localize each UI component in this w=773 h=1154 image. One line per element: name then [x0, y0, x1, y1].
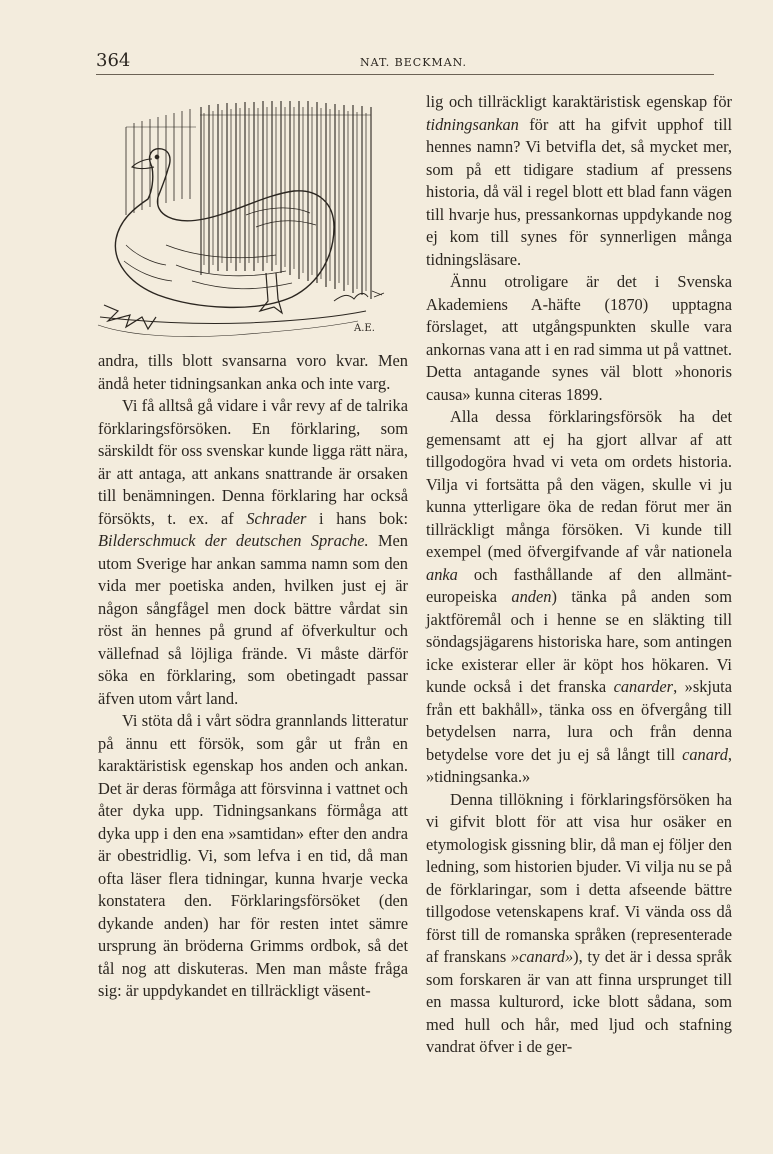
- paragraph: Denna tillökning i förklaringsförsöken ha vi gifvit blott för att visa hur osäker en etymologisk gissning blir, då man ej följer den ledning, som historien bjuder. Vi vilja nu se på de förklaringar, som i detta afseende bättre tillgodose vetenskapens kraf. Vi vända oss då först till de romanska språken (representerade af franskans »canard»), ty det är i dessa språk som forskaren är van att finna ursprunget till en massa kulturord, icke blott sådana, som med hull och hår, med ljud och stafning vandrat öfver i de ger-: [426, 789, 732, 1056]
- fence: [126, 101, 371, 299]
- emphasized-term: canarder: [613, 677, 674, 696]
- paragraph: andra, tills blott svansarna voro kvar. Men ändå heter tidningsankan anka och inte varg.: [98, 351, 408, 393]
- right-column: [426, 91, 732, 1059]
- running-head: [96, 50, 714, 75]
- left-column: [98, 350, 408, 1003]
- emphasized-term: anden: [511, 587, 552, 606]
- duck-illustration: [96, 95, 386, 345]
- emphasized-term: tidningsankan: [426, 114, 519, 134]
- paragraph: Vi få alltså gå vidare i vår revy af de talrika förklaringsförsöken. En förklaring, som särskildt för oss svenskar kunde ligga rätt nära, är att antaga, att ankans snattrande är orsaken till benämningen. Denna förklaring har också försökts, t. ex. af Schrader i hans bok: Bilderschmuck der deutschen Sprache. Men utom Sverige har ankan samma namn som den vida mer poetiska anden, hvilken just ej är någon sångfågel men dock bättre vårdat sin röst än hennes på grund af öfverkultur och vällefnad så löjliga frände. Vi måste därför söka en förklaring, som obetingadt passar äfven utom vårt land.: [98, 396, 408, 708]
- paragraph: Alla dessa förklaringsförsök ha det gemensamt att ej ha gjort allvar af att tillgodogöra hvad vi veta om ordets historia. Vilja vi fortsätta på den vägen, skulle vi ju kunna ytterligare öka de redan förut mer än tillräckligt många försöken. Vi kunde till exempel (med öfvergifvande af vår nationela anka och fasthållande af den allmänt-europeiska anden) tänka på anden som jaktföremål och i henne se en släkting till söndagsjägarens historiska hare, som antingen icke existerar eller är köpt hos hökaren. Vi kunde också i det franska canarder, »skjuta från ett bakhåll», tänka oss en öfvergång till betydelsen narra, lura och från denna betydelse vore det ju ej så långt till canard, »tidningsanka.»: [426, 407, 732, 786]
- page-number: 364: [96, 50, 131, 71]
- paragraph: Vi stöta då i vårt södra grannlands litteratur på ännu ett försök, som går ut från en karaktäristisk egenskap hos anden och ankan. Det är deras förmåga att försvinna i vattnet och åter dyka upp. Tidningsankans förmåga att dyka upp i den ena »samtidan» efter den andra är obestridlig. Vi, som lefva i en tid, då man ofta läser flera tidningar, kunna hvarje vecka konstatera den. Förklaringsförsöket (den dykande anden) har för resten intet sämre ursprung än bröderna Grimms ordbok, så det tål nog att diskuteras. Men man måste fråga sig: är uppdykandet en tillräckligt väsent-: [98, 711, 408, 1000]
- emphasized-term: anka: [426, 564, 458, 584]
- emphasized-term: canard: [682, 744, 728, 764]
- ground: [98, 291, 384, 337]
- running-title: NAT. BECKMAN.: [360, 56, 468, 69]
- artist-signature: A.E.: [354, 323, 375, 334]
- paragraph: Ännu otroligare är det i Svenska Akademiens A-häfte (1870) upptagna förslaget, att utgångspunkten skulle vara ankornas vana att i en rad simma ut på vattnet. Detta antagande synes väl blott »honoris causa» kunna citeras 1899.: [426, 272, 732, 404]
- author-name: Schrader: [246, 508, 307, 528]
- duck: [115, 149, 334, 313]
- emphasized-term: »canard»: [510, 947, 574, 966]
- book-title: Bilderschmuck der deutschen Sprache.: [98, 531, 369, 550]
- paragraph: lig och tillräckligt karaktäristisk egenskap för tidningsankan för att ha gifvit upphof till hennes namn? Vi betvifla det, så mycket mer, som på ett tidigare stadium af pressens historia, då väl i regel blott ett blad fann vägen till hvarje hus, pressankornas uppdykande nog ej kom till synes för synnerligen många tidningsläsare.: [426, 92, 732, 269]
